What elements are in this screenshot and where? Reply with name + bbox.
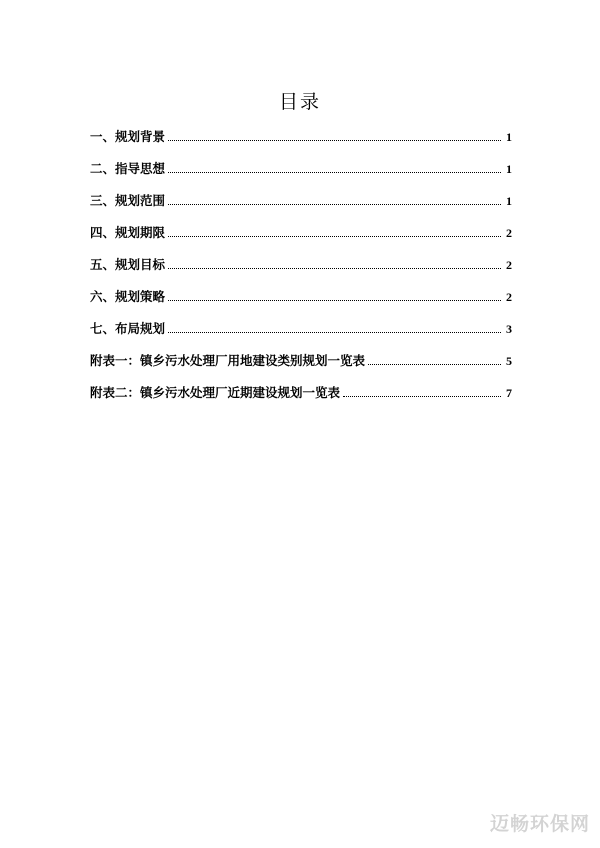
toc-dot-leader	[168, 299, 501, 301]
toc-entry[interactable]	[90, 191, 512, 223]
toc-entry[interactable]	[90, 319, 512, 351]
toc-dot-leader	[168, 331, 501, 333]
toc-page-number: 1	[506, 130, 512, 144]
toc-page-number: 2	[506, 290, 512, 304]
toc-entry-label: 二、指导思想	[90, 161, 166, 176]
toc-entry[interactable]	[90, 383, 512, 415]
toc-entry-label: 七、布局规划	[90, 321, 166, 336]
toc-entry-label: 五、规划目标	[90, 257, 166, 272]
watermark: 迈畅环保网	[489, 813, 590, 835]
toc-dot-leader	[168, 267, 501, 269]
toc-dot-leader	[168, 139, 501, 141]
toc-page-number: 2	[506, 258, 512, 272]
toc-dot-leader	[343, 395, 501, 397]
toc-page-number: 5	[506, 354, 512, 368]
toc-entry[interactable]	[90, 287, 512, 319]
toc-entry-label: 附表二：镇乡污水处理厂近期建设规划一览表	[90, 385, 341, 400]
toc-page-number: 1	[506, 162, 512, 176]
toc-entry[interactable]	[90, 255, 512, 287]
toc-page-number: 1	[506, 194, 512, 208]
toc-entry[interactable]	[90, 159, 512, 191]
page-title: 目录	[278, 91, 321, 113]
toc-entry-label: 六、规划策略	[90, 289, 166, 304]
toc-page-number: 7	[506, 386, 512, 400]
toc-page-number: 3	[506, 322, 512, 336]
toc-dot-leader	[368, 363, 501, 365]
toc-entry-label: 四、规划期限	[90, 225, 166, 240]
toc-entry-label: 三、规划范围	[90, 193, 166, 208]
toc-entry[interactable]	[90, 351, 512, 383]
toc-page-number: 2	[506, 226, 512, 240]
table-of-contents	[90, 127, 512, 415]
toc-dot-leader	[168, 235, 501, 237]
toc-dot-leader	[168, 171, 501, 173]
toc-entry[interactable]	[90, 223, 512, 255]
toc-entry-label: 附表一：镇乡污水处理厂用地建设类别规划一览表	[90, 353, 366, 368]
toc-dot-leader	[168, 203, 501, 205]
toc-entry-label: 一、规划背景	[90, 129, 166, 144]
toc-entry[interactable]	[90, 127, 512, 159]
